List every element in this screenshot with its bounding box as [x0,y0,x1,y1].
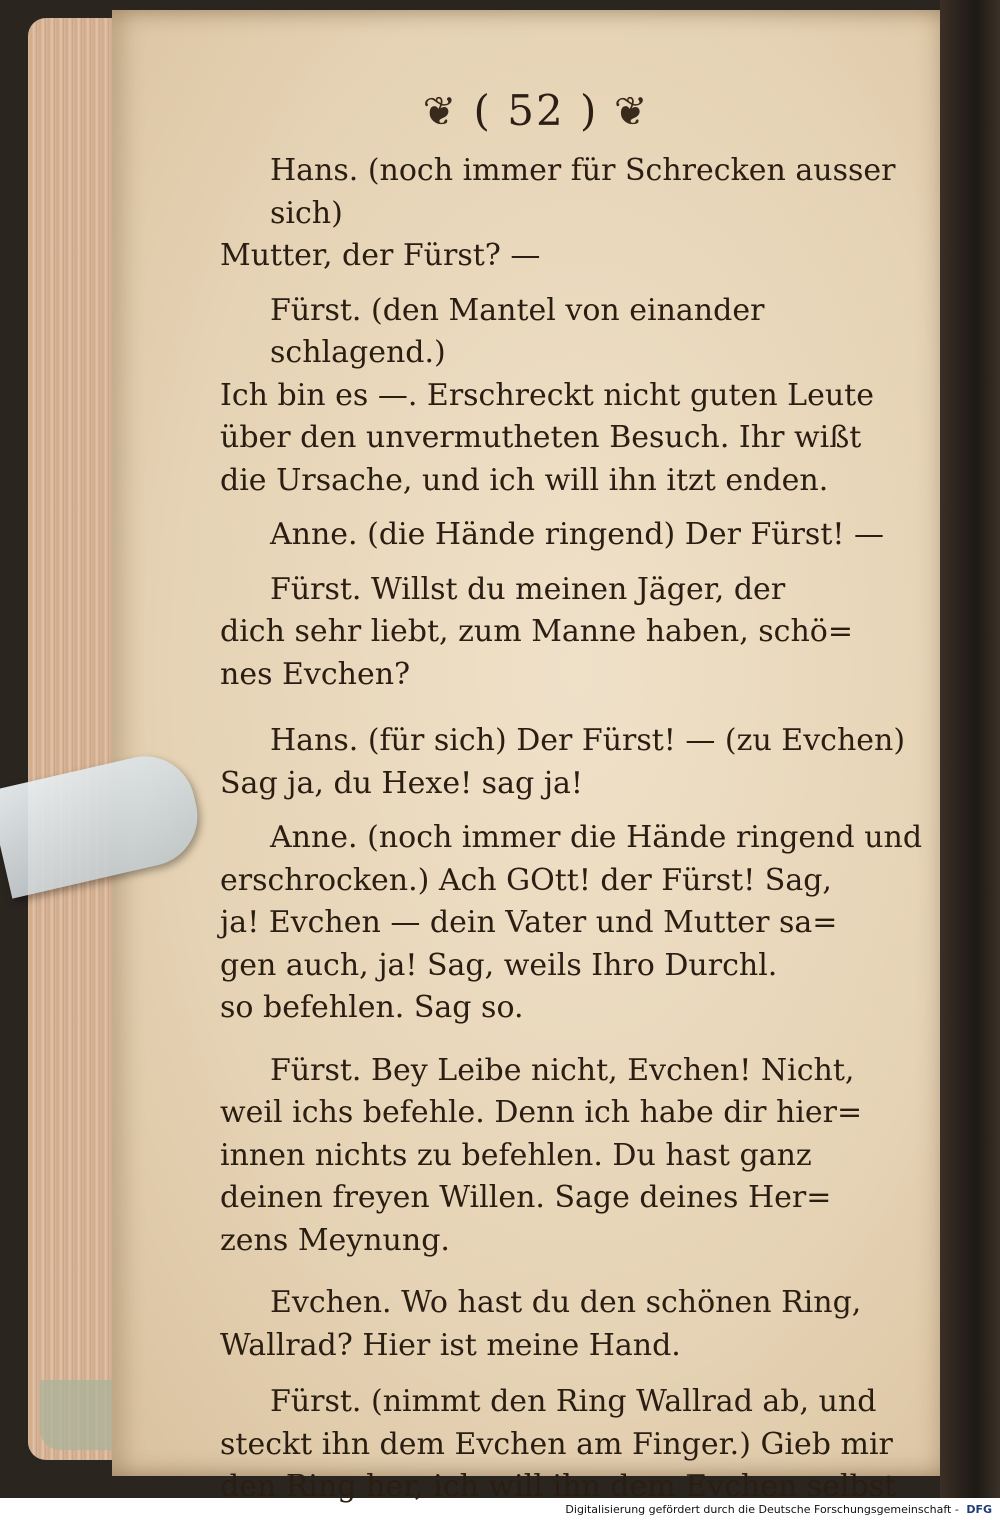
text-line: steckt ihn dem Evchen am Finger.) Gieb mir [220,1426,893,1462]
page-edges [28,18,124,1460]
footer [0,1500,1000,1520]
text-line: zens Meynung. [220,1222,450,1258]
page-header [112,86,960,135]
page-number: ( 52 ) [473,86,599,135]
ornament-left-icon: ❦ [422,89,459,135]
text-line: deinen freyen Willen. Sage deines Her= [220,1180,832,1215]
ornament-right-icon: ❦ [613,89,650,135]
dfg-logo: DFG [966,1503,992,1516]
text-line: Anne. (noch immer die Hände ringend und [270,820,923,855]
text-line: Fürst. Bey Leibe nicht, Evchen! Nicht, [270,1052,855,1088]
text-line: Hans. (noch immer für Schrecken ausser sich) [270,153,896,231]
text-line: Fürst. (den Mantel von einander schlagend.) [270,292,765,370]
text-line: gen auch, ja! Sag, weils Ihro Durchl. [220,947,778,983]
text-line: erschrocken.) Ach GOtt! der Fürst! Sag, [220,862,832,898]
text-line: innen nichts zu befehlen. Du hast ganz [220,1137,812,1173]
text-line: weil ichs befehle. Denn ich habe dir hier= [220,1095,863,1130]
text-line: Evchen. Wo hast du den schönen Ring, [270,1285,862,1320]
text-line: über den unvermutheten Besuch. Ihr wißt [220,420,862,455]
text-line: Wallrad? Hier ist meine Hand. [220,1327,681,1363]
text-line: Mutter, der Fürst? — [220,238,541,273]
text-line: ja! Evchen — dein Vater und Mutter sa= [220,905,838,940]
text-line: Sag ja, du Hexe! sag ja! [220,765,583,801]
text-line: dich sehr liebt, zum Manne haben, schö= [220,614,854,649]
text-line: den Ring her, ich will ihn dem Evchen selbst [220,1469,897,1504]
text-line: nes Evchen? [220,656,411,692]
text-line: Fürst. Willst du meinen Jäger, der [270,571,786,607]
book-gutter [940,0,1000,1498]
text-line: Fürst. (nimmt den Ring Wallrad ab, und [270,1384,877,1419]
text-line: Ich bin es —. Erschreckt nicht guten Leute [220,377,874,413]
text-line: Hans. (für sich) Der Fürst! — (zu Evchen) [270,723,906,758]
text-line: die Ursache, und ich will ihn itzt enden. [220,462,829,498]
text-line: so befehlen. Sag so. [220,990,524,1025]
footer-text: Digitalisierung gefördert durch die Deutsche Forschungsgemeinschaft - [565,1503,959,1516]
page-text [220,150,928,1509]
text-line: Anne. (die Hände ringend) Der Fürst! — [270,517,884,552]
